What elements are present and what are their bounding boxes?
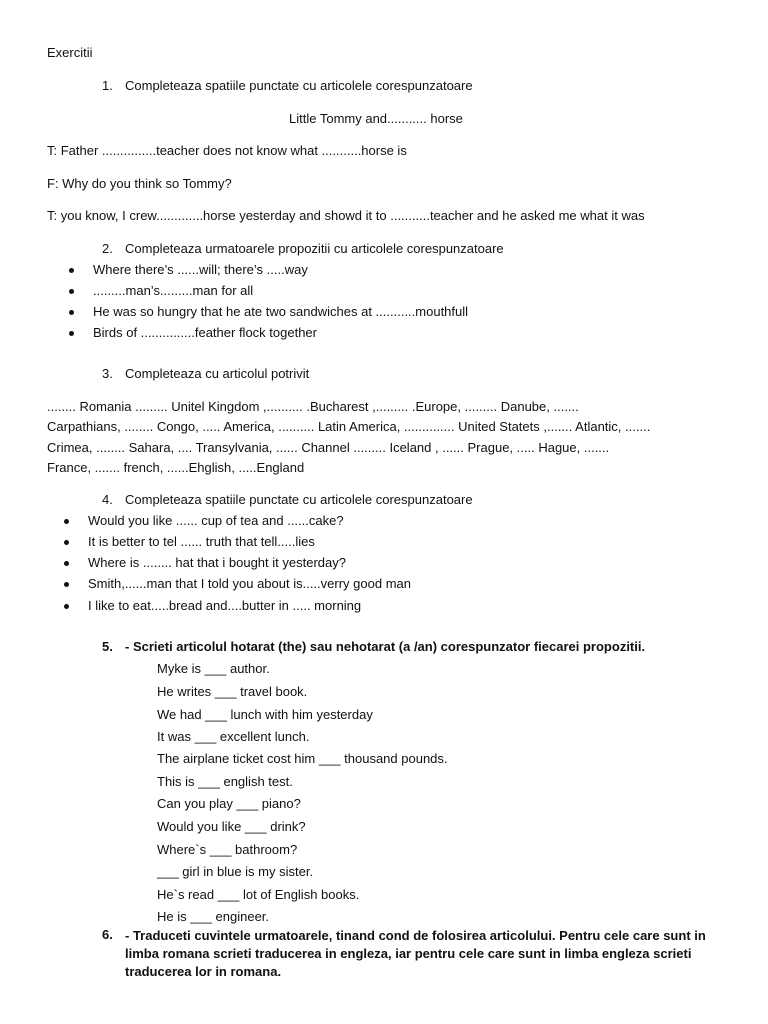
ex2-bullet-item: Where there’s ......will; there’s .....way (93, 262, 308, 277)
ex6-number: 6. (102, 927, 113, 942)
ex2-bullet-item: .........man’s.........man for all (93, 283, 254, 298)
ex5-sentence: Would you like ___ drink? (157, 819, 306, 834)
ex4-bullet-item: I like to eat.....bread and....butter in ..... morning (88, 598, 362, 613)
ex5-sentence: He`s read ___ lot of English books. (157, 887, 360, 902)
ex2-bullet-item: He was so hungry that he ate two sandwiches at ...........mouthfull (93, 304, 469, 319)
document-heading: Exercitii (47, 45, 93, 60)
ex2-number: 2. (102, 241, 113, 256)
ex4-title: Completeaza spatiile punctate cu articolele corespunzatoare (125, 492, 473, 507)
ex1-line: T: you know, I crew.............horse yesterday and showd it to ...........teacher and he asked me what it was (47, 208, 645, 223)
ex2-title: Completeaza urmatoarele propozitii cu articolele corespunzatoare (125, 241, 504, 256)
ex5-sentence: We had ___ lunch with him yesterday (157, 707, 373, 722)
ex1-number: 1. (102, 78, 113, 93)
ex3-line: Carpathians, ........ Congo, ..... America, .......... Latin America, .............. United Statets ,....... Atlantic, ....... (47, 419, 651, 434)
ex5-sentence: It was ___ excellent lunch. (157, 729, 310, 744)
ex1-story-title: Little Tommy and........... horse (289, 111, 463, 126)
ex5-sentence: He writes ___ travel book. (157, 684, 308, 699)
ex4-number: 4. (102, 492, 113, 507)
ex3-line: Crimea, ........ Sahara, .... Transylvania, ...... Channel ......... Iceland , ...... Prague, ..... Hague, ....... (47, 440, 610, 455)
ex5-sentence: ___ girl in blue is my sister. (157, 864, 314, 879)
ex5-sentence: Where`s ___ bathroom? (157, 842, 298, 857)
ex1-title: Completeaza spatiile punctate cu articolele corespunzatoare (125, 78, 473, 93)
ex3-line: France, ....... french, ......Ehglish, .....England (47, 460, 305, 475)
ex1-line: T: Father ...............teacher does not know what ...........horse is (47, 143, 407, 158)
ex3-number: 3. (102, 366, 113, 381)
ex4-bullet-item: Smith,......man that I told you about is.....verry good man (88, 576, 411, 591)
ex1-line: F: Why do you think so Tommy? (47, 176, 232, 191)
ex2-bullet-item: Birds of ...............feather flock together (93, 325, 317, 340)
ex3-title: Completeaza cu articolul potrivit (125, 366, 310, 381)
ex6-title: - Traduceti cuvintele urmatoarele, tinand cond de folosirea articolului. Pentru cele care sunt in limba romana scrieti traducerea in engleza, iar pentru cele care sunt in limba engleza scrieti traducerea lor in romana. (125, 928, 706, 979)
ex5-number: 5. (102, 639, 113, 654)
ex5-sentence: He is ___ engineer. (157, 909, 270, 924)
ex5-title: - Scrieti articolul hotarat (the) sau nehotarat (a /an) corespunzator fiecarei propozitii. (125, 639, 646, 654)
ex5-sentence: Can you play ___ piano? (157, 796, 301, 811)
ex5-sentence: The airplane ticket cost him ___ thousand pounds. (157, 751, 448, 766)
ex4-bullet-item: Would you like ...... cup of tea and ......cake? (88, 513, 344, 528)
ex4-bullet-item: Where is ........ hat that i bought it yesterday? (88, 555, 346, 570)
ex5-sentence: Myke is ___ author. (157, 661, 270, 676)
ex4-bullet-item: It is better to tel ...... truth that tell.....lies (88, 534, 315, 549)
ex5-sentence: This is ___ english test. (157, 774, 293, 789)
ex3-line: ........ Romania ......... Unitel Kingdom ,.......... .Bucharest ,......... .Europe, ......... Danube, ....... (47, 399, 579, 414)
